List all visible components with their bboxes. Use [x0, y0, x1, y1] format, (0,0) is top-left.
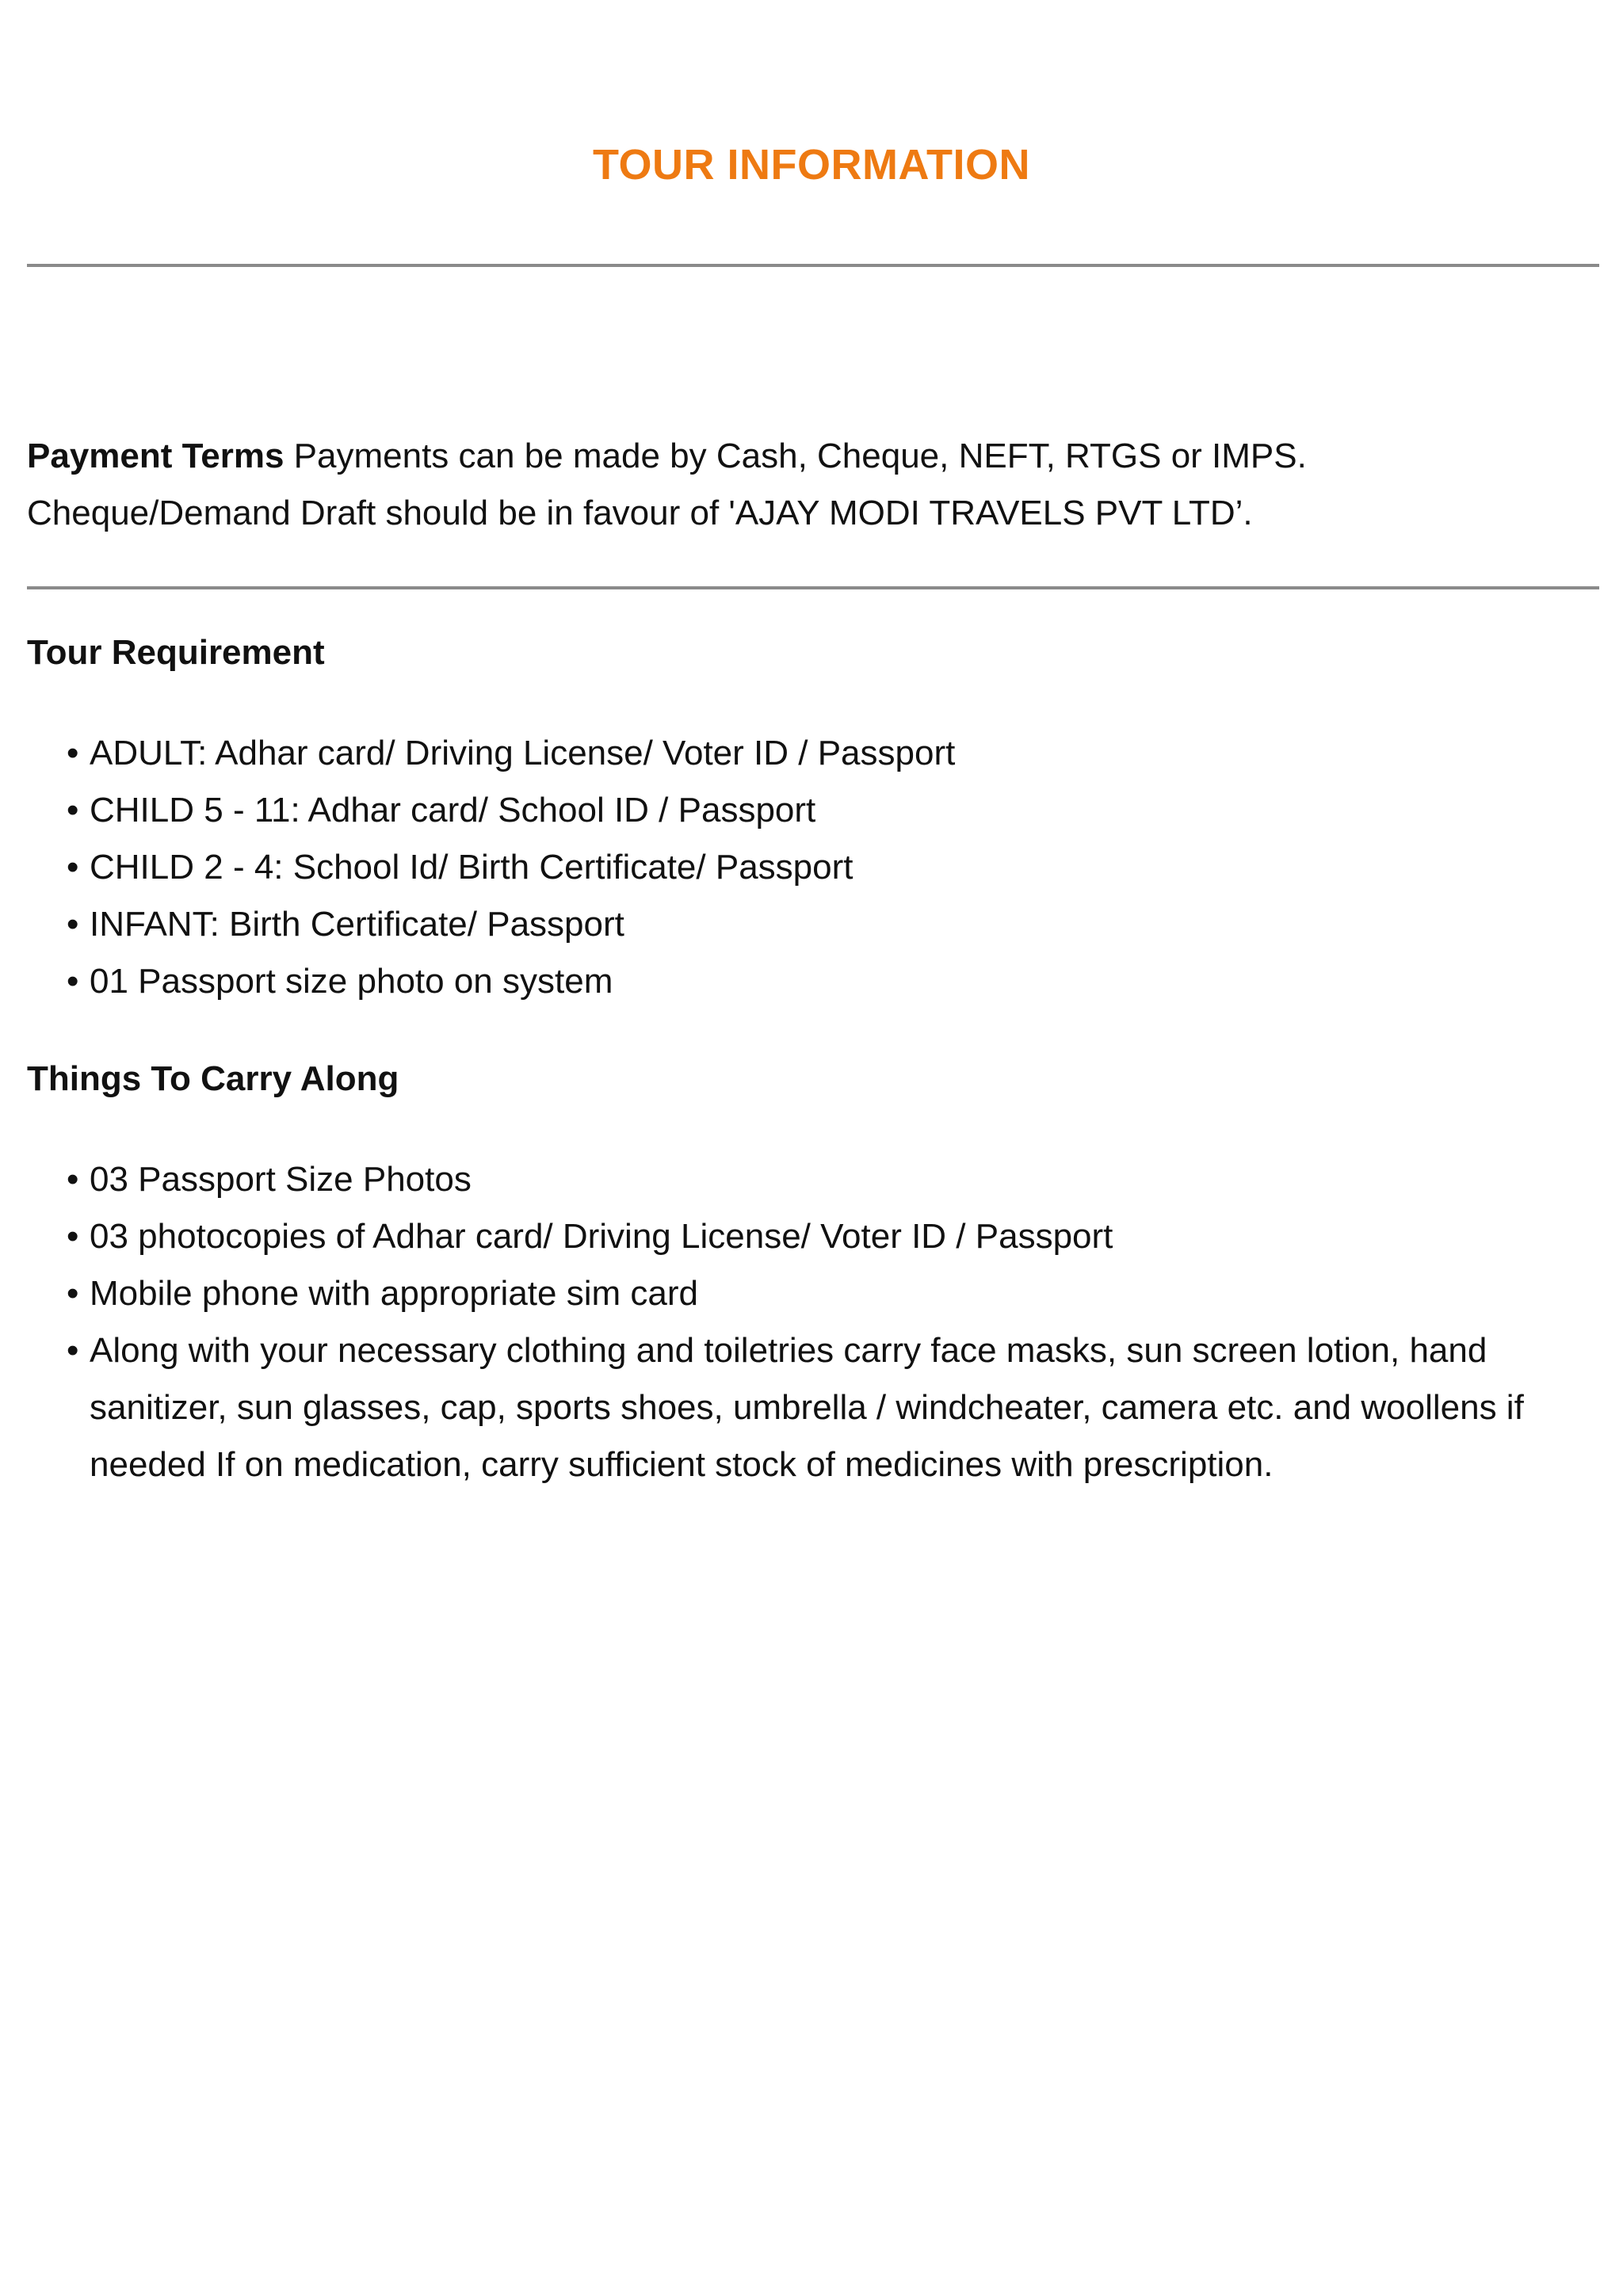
- bullet-icon: •: [67, 1160, 79, 1199]
- list-item-text: CHILD 5 - 11: Adhar card/ School ID / Passport: [90, 791, 816, 830]
- list-item-text: 03 Passport Size Photos: [90, 1160, 472, 1199]
- payment-terms-line-1: Payments can be made by Cash, Cheque, NEFT, RTGS or IMPS.: [293, 437, 1307, 475]
- bullet-icon: •: [67, 791, 79, 830]
- list-item: [0, 1265, 1623, 1322]
- bullet-icon: •: [67, 1274, 79, 1313]
- tour-requirement-list: [0, 725, 1623, 1010]
- list-item-text: ADULT: Adhar card/ Driving License/ Voter ID / Passport: [90, 734, 956, 772]
- payment-terms-label: Payment Terms: [27, 437, 285, 475]
- list-item: [0, 1322, 1623, 1493]
- list-item: [0, 725, 1623, 782]
- things-to-carry-heading: Things To Carry Along: [27, 1059, 399, 1098]
- list-item: [0, 953, 1623, 1010]
- bullet-icon: •: [67, 848, 79, 887]
- bullet-icon: •: [67, 734, 79, 772]
- payment-terms: [27, 428, 1599, 542]
- list-item-text: 01 Passport size photo on system: [90, 962, 613, 1001]
- list-item: [0, 839, 1623, 896]
- header-divider: [27, 264, 1599, 267]
- payment-terms-line-2: Cheque/Demand Draft should be in favour of 'AJAY MODI TRAVELS PVT LTD’.: [27, 494, 1253, 532]
- list-item: [0, 896, 1623, 953]
- list-item-text: INFANT: Birth Certificate/ Passport: [90, 905, 624, 944]
- page-title: TOUR INFORMATION: [593, 141, 1030, 189]
- tour-requirement-heading: Tour Requirement: [27, 633, 325, 672]
- bullet-icon: •: [67, 1217, 79, 1256]
- list-item-text: 03 photocopies of Adhar card/ Driving License/ Voter ID / Passport: [90, 1217, 1113, 1256]
- list-item: [0, 782, 1623, 839]
- list-item-text: CHILD 2 - 4: School Id/ Birth Certificate/ Passport: [90, 848, 854, 887]
- bullet-icon: •: [67, 905, 79, 944]
- things-to-carry-list: [0, 1151, 1623, 1493]
- section-divider: [27, 586, 1599, 589]
- bullet-icon: •: [67, 962, 79, 1001]
- list-item-text: Mobile phone with appropriate sim card: [90, 1274, 698, 1313]
- list-item-text: Along with your necessary clothing and toiletries carry face masks, sun screen lotion, hand sanitizer, sun glasses, cap, sports shoes, umbrella / windcheater, camera etc. and woollens if needed If on medication, carry sufficient stock of medicines with prescription.: [90, 1331, 1524, 1484]
- list-item: [0, 1151, 1623, 1208]
- bullet-icon: •: [67, 1331, 79, 1370]
- list-item: [0, 1208, 1623, 1265]
